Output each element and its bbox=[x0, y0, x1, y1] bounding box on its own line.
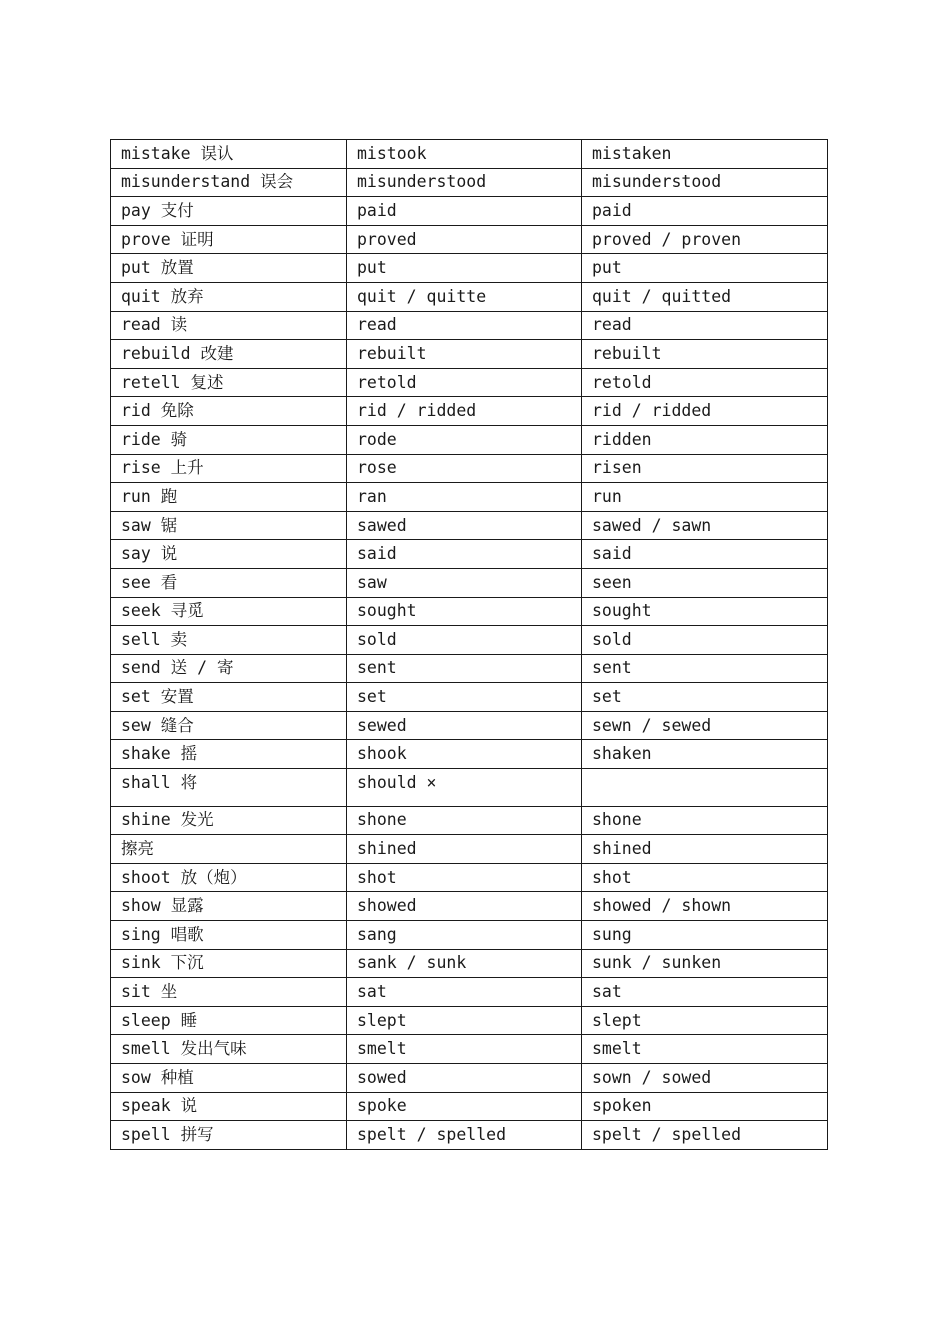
base-form-cell: sell 卖 bbox=[111, 626, 347, 655]
table-row bbox=[111, 483, 828, 512]
base-form-cell: sleep 睡 bbox=[111, 1006, 347, 1035]
base-form-cell: run 跑 bbox=[111, 483, 347, 512]
past-tense-cell: shot bbox=[347, 863, 582, 892]
past-participle-cell: sunk / sunken bbox=[582, 949, 828, 978]
past-tense-cell: mistook bbox=[347, 140, 582, 169]
past-tense-cell: sawed bbox=[347, 511, 582, 540]
past-tense-cell: sank / sunk bbox=[347, 949, 582, 978]
base-form-cell: shake 摇 bbox=[111, 740, 347, 769]
past-tense-cell: sewed bbox=[347, 711, 582, 740]
table-row bbox=[111, 597, 828, 626]
past-tense-cell: sowed bbox=[347, 1064, 582, 1093]
base-form-cell: put 放置 bbox=[111, 254, 347, 283]
past-participle-cell: read bbox=[582, 311, 828, 340]
base-form-cell: rid 免除 bbox=[111, 397, 347, 426]
past-participle-cell: rebuilt bbox=[582, 340, 828, 369]
past-tense-cell: slept bbox=[347, 1006, 582, 1035]
base-form-cell: smell 发出气味 bbox=[111, 1035, 347, 1064]
past-tense-cell: saw bbox=[347, 568, 582, 597]
table-row bbox=[111, 225, 828, 254]
past-tense-cell: sought bbox=[347, 597, 582, 626]
past-participle-cell: showed / shown bbox=[582, 892, 828, 921]
past-participle-cell: proved / proven bbox=[582, 225, 828, 254]
table-row bbox=[111, 892, 828, 921]
past-participle-cell: misunderstood bbox=[582, 168, 828, 197]
base-form-cell: seek 寻觅 bbox=[111, 597, 347, 626]
table-row bbox=[111, 254, 828, 283]
past-participle-cell: retold bbox=[582, 368, 828, 397]
past-participle-cell: shot bbox=[582, 863, 828, 892]
past-participle-cell: put bbox=[582, 254, 828, 283]
past-tense-cell: rose bbox=[347, 454, 582, 483]
past-participle-cell: slept bbox=[582, 1006, 828, 1035]
table-row bbox=[111, 168, 828, 197]
past-tense-cell: retold bbox=[347, 368, 582, 397]
base-form-cell: spell 拼写 bbox=[111, 1121, 347, 1150]
table-row bbox=[111, 540, 828, 569]
base-form-cell: misunderstand 误会 bbox=[111, 168, 347, 197]
past-participle-cell: paid bbox=[582, 197, 828, 226]
past-tense-cell: put bbox=[347, 254, 582, 283]
base-form-cell: mistake 误认 bbox=[111, 140, 347, 169]
past-participle-cell: sent bbox=[582, 654, 828, 683]
past-tense-cell: shone bbox=[347, 806, 582, 835]
past-tense-cell: said bbox=[347, 540, 582, 569]
past-tense-cell: ran bbox=[347, 483, 582, 512]
irregular-verb-table bbox=[110, 139, 828, 1150]
base-form-cell: rebuild 改建 bbox=[111, 340, 347, 369]
base-form-cell: quit 放弃 bbox=[111, 282, 347, 311]
base-form-cell: shoot 放（炮） bbox=[111, 863, 347, 892]
past-participle-cell: seen bbox=[582, 568, 828, 597]
past-tense-cell: spelt / spelled bbox=[347, 1121, 582, 1150]
past-participle-cell: run bbox=[582, 483, 828, 512]
past-tense-cell: shook bbox=[347, 740, 582, 769]
base-form-cell: sew 缝合 bbox=[111, 711, 347, 740]
past-participle-cell: shone bbox=[582, 806, 828, 835]
past-tense-cell: rode bbox=[347, 425, 582, 454]
base-form-cell: rise 上升 bbox=[111, 454, 347, 483]
past-tense-cell: spoke bbox=[347, 1092, 582, 1121]
past-tense-cell: sold bbox=[347, 626, 582, 655]
table-row bbox=[111, 1092, 828, 1121]
past-tense-cell: should × bbox=[347, 769, 582, 807]
base-form-cell: prove 证明 bbox=[111, 225, 347, 254]
past-participle-cell: set bbox=[582, 683, 828, 712]
table-row bbox=[111, 769, 828, 807]
base-form-cell: retell 复述 bbox=[111, 368, 347, 397]
past-participle-cell: sawed / sawn bbox=[582, 511, 828, 540]
base-form-cell: sing 唱歌 bbox=[111, 921, 347, 950]
base-form-cell: say 说 bbox=[111, 540, 347, 569]
base-form-cell: shall 将 bbox=[111, 769, 347, 807]
table-row bbox=[111, 921, 828, 950]
table-row bbox=[111, 1064, 828, 1093]
table-row bbox=[111, 978, 828, 1007]
past-participle-cell: risen bbox=[582, 454, 828, 483]
past-tense-cell: sang bbox=[347, 921, 582, 950]
table-row bbox=[111, 397, 828, 426]
past-tense-cell: paid bbox=[347, 197, 582, 226]
base-form-cell: see 看 bbox=[111, 568, 347, 597]
past-tense-cell: smelt bbox=[347, 1035, 582, 1064]
base-form-cell: ride 骑 bbox=[111, 425, 347, 454]
table-row bbox=[111, 1121, 828, 1150]
past-participle-cell: sold bbox=[582, 626, 828, 655]
past-participle-cell: sown / sowed bbox=[582, 1064, 828, 1093]
past-tense-cell: read bbox=[347, 311, 582, 340]
base-form-cell: speak 说 bbox=[111, 1092, 347, 1121]
past-participle-cell: said bbox=[582, 540, 828, 569]
table-row bbox=[111, 711, 828, 740]
past-participle-cell: sat bbox=[582, 978, 828, 1007]
table-row bbox=[111, 1006, 828, 1035]
past-tense-cell: showed bbox=[347, 892, 582, 921]
table-row bbox=[111, 282, 828, 311]
past-participle-cell: mistaken bbox=[582, 140, 828, 169]
base-form-cell: saw 锯 bbox=[111, 511, 347, 540]
table-row bbox=[111, 654, 828, 683]
past-participle-cell: spoken bbox=[582, 1092, 828, 1121]
base-form-cell: pay 支付 bbox=[111, 197, 347, 226]
past-tense-cell: rid / ridded bbox=[347, 397, 582, 426]
table-row bbox=[111, 311, 828, 340]
table-row bbox=[111, 511, 828, 540]
table-row bbox=[111, 425, 828, 454]
past-participle-cell: shined bbox=[582, 835, 828, 864]
base-form-cell: sow 种植 bbox=[111, 1064, 347, 1093]
table-row bbox=[111, 568, 828, 597]
past-participle-cell: sung bbox=[582, 921, 828, 950]
past-participle-cell: shaken bbox=[582, 740, 828, 769]
table-row bbox=[111, 683, 828, 712]
base-form-cell: sit 坐 bbox=[111, 978, 347, 1007]
base-form-cell: send 送 / 寄 bbox=[111, 654, 347, 683]
table-row bbox=[111, 740, 828, 769]
table-row bbox=[111, 197, 828, 226]
base-form-cell: read 读 bbox=[111, 311, 347, 340]
base-form-cell: 擦亮 bbox=[111, 835, 347, 864]
past-participle-cell bbox=[582, 769, 828, 807]
base-form-cell: set 安置 bbox=[111, 683, 347, 712]
base-form-cell: shine 发光 bbox=[111, 806, 347, 835]
past-tense-cell: sent bbox=[347, 654, 582, 683]
past-participle-cell: rid / ridded bbox=[582, 397, 828, 426]
past-tense-cell: set bbox=[347, 683, 582, 712]
verb-table-body bbox=[111, 140, 828, 1150]
past-participle-cell: quit / quitted bbox=[582, 282, 828, 311]
past-participle-cell: sought bbox=[582, 597, 828, 626]
table-row bbox=[111, 863, 828, 892]
past-participle-cell: ridden bbox=[582, 425, 828, 454]
base-form-cell: show 显露 bbox=[111, 892, 347, 921]
table-row bbox=[111, 949, 828, 978]
past-participle-cell: smelt bbox=[582, 1035, 828, 1064]
table-row bbox=[111, 454, 828, 483]
past-tense-cell: sat bbox=[347, 978, 582, 1007]
table-row bbox=[111, 368, 828, 397]
base-form-cell: sink 下沉 bbox=[111, 949, 347, 978]
past-participle-cell: sewn / sewed bbox=[582, 711, 828, 740]
past-tense-cell: proved bbox=[347, 225, 582, 254]
past-tense-cell: misunderstood bbox=[347, 168, 582, 197]
past-participle-cell: spelt / spelled bbox=[582, 1121, 828, 1150]
past-tense-cell: rebuilt bbox=[347, 340, 582, 369]
table-row bbox=[111, 1035, 828, 1064]
past-tense-cell: quit / quitte bbox=[347, 282, 582, 311]
table-row bbox=[111, 835, 828, 864]
table-row bbox=[111, 626, 828, 655]
table-row bbox=[111, 806, 828, 835]
table-row bbox=[111, 140, 828, 169]
past-tense-cell: shined bbox=[347, 835, 582, 864]
table-row bbox=[111, 340, 828, 369]
